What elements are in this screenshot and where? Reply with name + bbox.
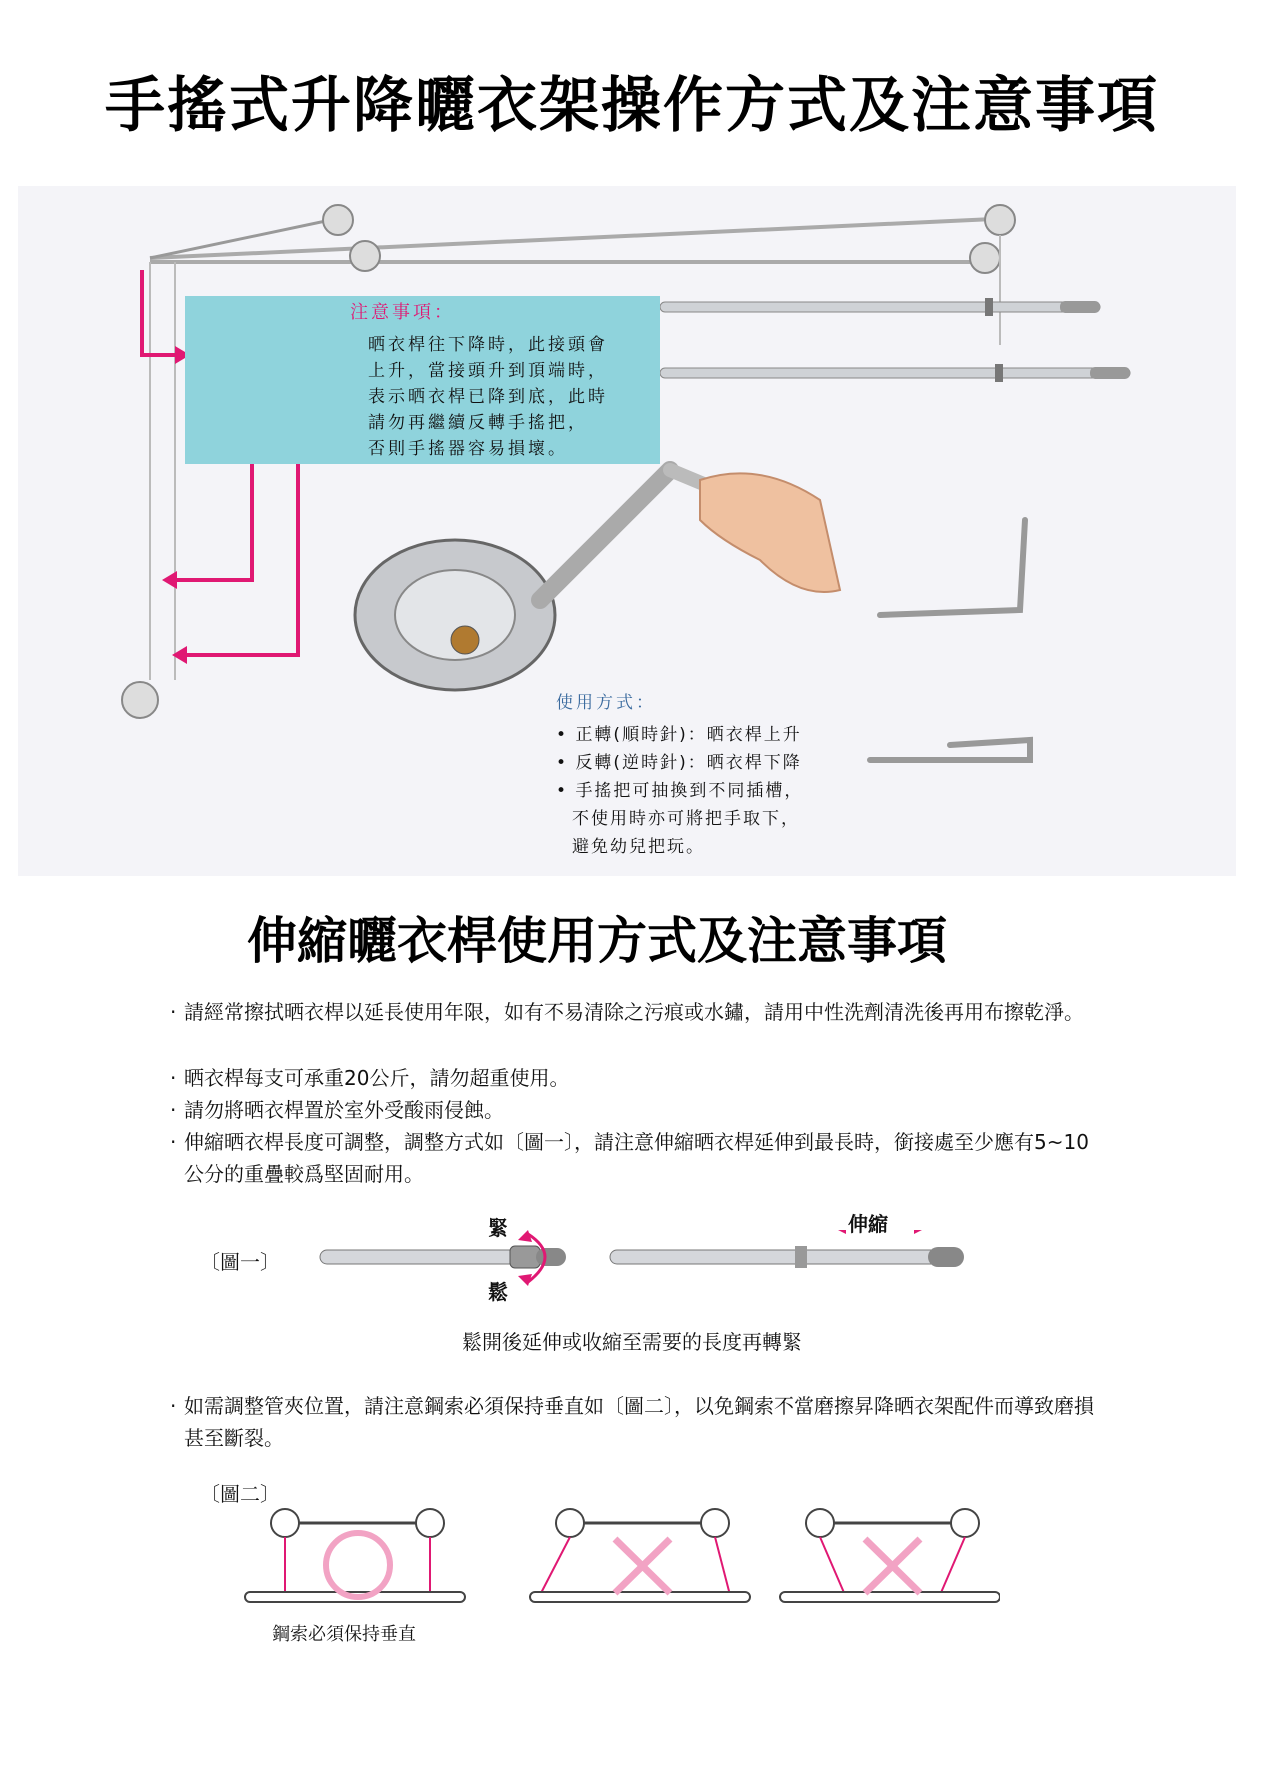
figure1-label: 〔圖一〕 [200, 1250, 280, 1274]
usage-item: • 反轉(逆時針)：晒衣桿下降 [556, 753, 802, 773]
caution-line: 上升，當接頭升到頂端時， [368, 361, 608, 381]
caution-line: 表示晒衣桿已降到底，此時 [368, 387, 608, 407]
correct-example [245, 1509, 465, 1602]
caution-line: 否則手搖器容易損壞。 [368, 439, 568, 459]
wrong-example [780, 1509, 1000, 1602]
wrong-mark-icon [865, 1539, 920, 1593]
winch-icon [355, 470, 730, 690]
note-item: · 請經常擦拭晒衣桿以延長使用年限，如有不易清除之污痕或水鏽，請用中性洗劑清洗後再用布擦乾淨。 [170, 1000, 1084, 1024]
figure2-diagram [240, 1505, 1000, 1615]
note-item: · 伸縮晒衣桿長度可調整，調整方式如〔圖一〕，請注意伸縮晒衣桿延伸到最長時，銜接處至少應有5~10公分的重疊較爲堅固耐用。 [170, 1130, 1089, 1186]
wrong-example [530, 1509, 750, 1602]
note-item: · 如需調整管夾位置，請注意鋼索必須保持垂直如〔圖二〕，以免鋼索不當磨擦昇降晒衣架配件而導致磨損甚至斷裂。 [170, 1394, 1094, 1450]
correct-mark-icon [326, 1533, 390, 1597]
section-title: 伸縮曬衣桿使用方式及注意事項 [247, 912, 947, 970]
roller-icon [122, 682, 158, 718]
usage-title: 使用方式： [556, 693, 656, 713]
usage-item: • 正轉(順時針)：晒衣桿上升 [556, 725, 802, 745]
note-item: · 晒衣桿每支可承重20公斤，請勿超重使用。 [170, 1066, 570, 1090]
loosen-label: 鬆 [488, 1280, 508, 1304]
usage-continuation: 避免幼兒把玩。 [572, 837, 705, 857]
usage-item: • 手搖把可抽換到不同插槽， [556, 781, 804, 801]
caution-line: 晒衣桿往下降時，此接頭會 [368, 335, 608, 355]
note-item: · 請勿將晒衣桿置於室外受酸雨侵蝕。 [170, 1098, 504, 1122]
wrong-mark-icon [615, 1539, 670, 1593]
figure1-caption: 鬆開後延伸或收縮至需要的長度再轉緊 [462, 1330, 802, 1354]
usage-continuation: 不使用時亦可將把手取下， [572, 809, 800, 829]
page-title: 手搖式升降曬衣架操作方式及注意事項 [105, 71, 1159, 141]
tighten-label: 緊 [488, 1216, 508, 1240]
figure2-label: 〔圖二〕 [200, 1482, 280, 1506]
figure1-rods [300, 1230, 990, 1300]
hanging-rod [660, 301, 1130, 379]
hand-icon [700, 473, 840, 592]
figure2-caption: 鋼索必須保持垂直 [272, 1624, 416, 1645]
caution-title: 注意事項： [350, 302, 455, 323]
extend-label: 伸縮 [848, 1212, 888, 1236]
crank-handle-icon [870, 520, 1030, 760]
caution-line: 請勿再繼續反轉手搖把， [368, 413, 588, 433]
